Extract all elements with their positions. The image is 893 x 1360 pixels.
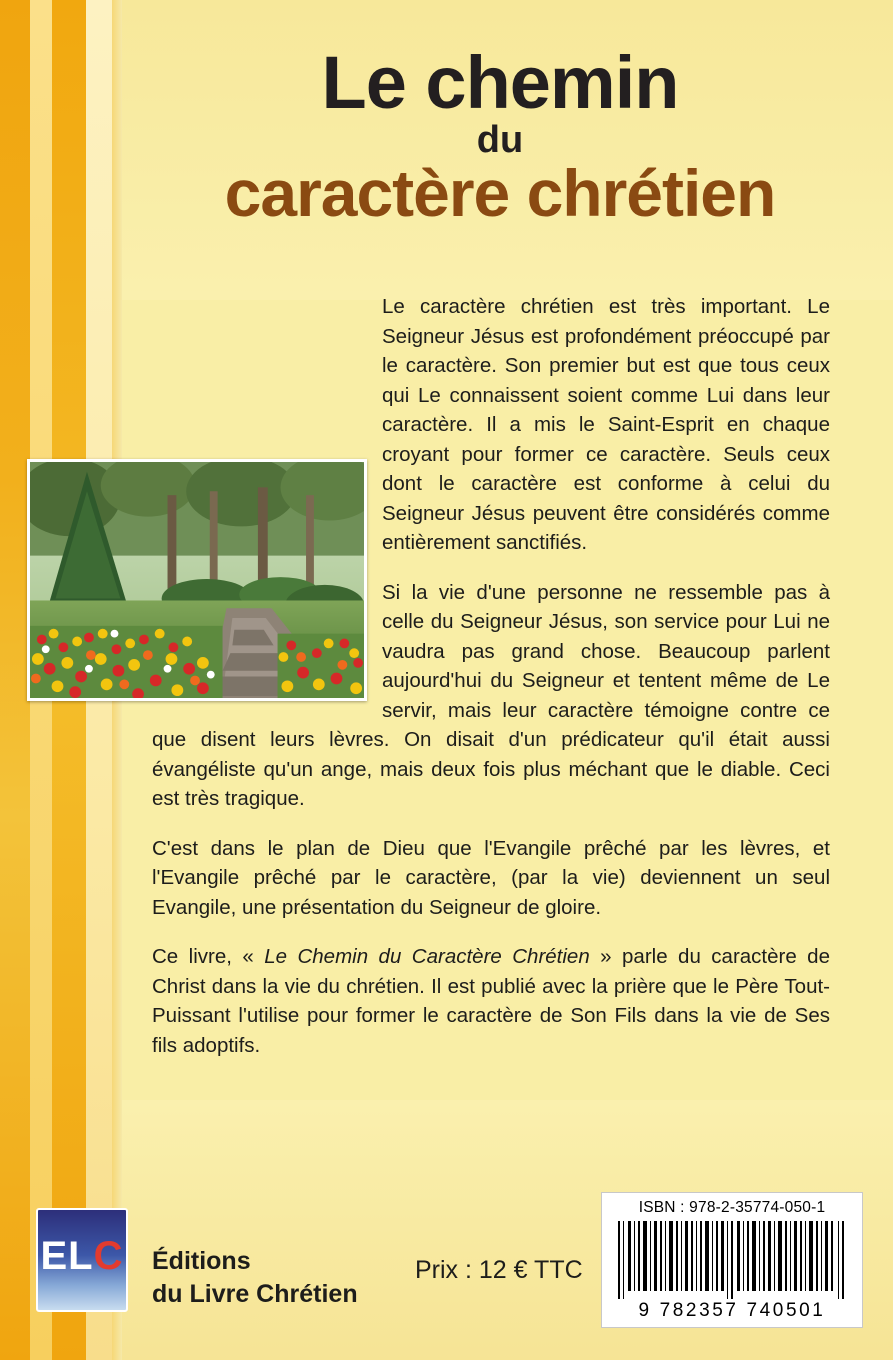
publisher-logo — [36, 1208, 128, 1312]
paragraph-3: C'est dans le plan de Dieu que l'Evangile prêché par les lèvres, et l'Evangile prêché par le caractère, (par la vie) deviennent un seul Evangile, une présentation du Seigneur de gloire. — [152, 836, 830, 919]
paragraph-4-after: » parle du caractère de Christ dans la vie du chrétien. Il est publié avec la prière que le Père Tout-Puissant l'utilise pour former le caractère de Son Fils dans la vie de Ses fils adoptifs. — [152, 945, 830, 1057]
logo-letter-e: E — [40, 1234, 69, 1278]
back-cover-description — [152, 292, 830, 1060]
logo-letter-l: L — [68, 1234, 94, 1278]
photo-float-spacer — [152, 460, 374, 712]
paragraph-4-before: Ce livre, « — [152, 945, 265, 969]
title-line-two: caractère chrétien — [224, 156, 776, 231]
price-label: Prix : 12 € TTC — [415, 1256, 583, 1284]
book-title — [130, 41, 870, 231]
paragraph-4 — [152, 942, 830, 1060]
decorative-stripe-orange-outer — [0, 0, 30, 1360]
isbn-label: ISBN : 978-2-35774-050-1 — [638, 1199, 826, 1216]
barcode-number: 9 782357 740501 — [638, 1300, 826, 1321]
paragraph-2: Si la vie d'une personne ne ressemble pas à celle du Seigneur Jésus, son service pour Lui ne vaudra pas grand chose. Beaucoup parlent aujourd'hui du Seigneur et tentent même de Le servir, mais leur caractère témoigne contre ce que disent leurs lèvres. On disait d'un prédicateur qu'il était aussi évangéliste qu'un ange, mais deux fois plus méchant que le diable. Ceci est très tragique. — [152, 580, 830, 811]
logo-letters — [38, 1236, 126, 1276]
logo-letter-c: C — [93, 1234, 124, 1278]
publisher-line-two: du Livre Chrétien — [152, 1279, 358, 1308]
barcode-block — [601, 1192, 863, 1328]
publisher-line-one: Éditions — [152, 1247, 251, 1275]
publisher-name — [152, 1245, 358, 1310]
book-title-mention: Le Chemin du Caractère Chrétien — [264, 945, 590, 969]
barcode-bars — [614, 1221, 850, 1299]
title-connector-word: du — [476, 119, 524, 162]
title-line-one: Le chemin — [321, 41, 679, 124]
paragraph-1: Le caractère chrétien est très important. Le Seigneur Jésus est profondément préoccupé par le caractère. Son premier but est que tous ceux qui Le connaissent soient comme Lui dans leur caractère. Il a mis le Saint-Esprit en chaque croyant pour former ce caractère. Seuls ceux dont le caractère est conforme à celui du Seigneur Jésus peuvent être considérés comme entièrement sanctifiés. — [382, 295, 830, 555]
